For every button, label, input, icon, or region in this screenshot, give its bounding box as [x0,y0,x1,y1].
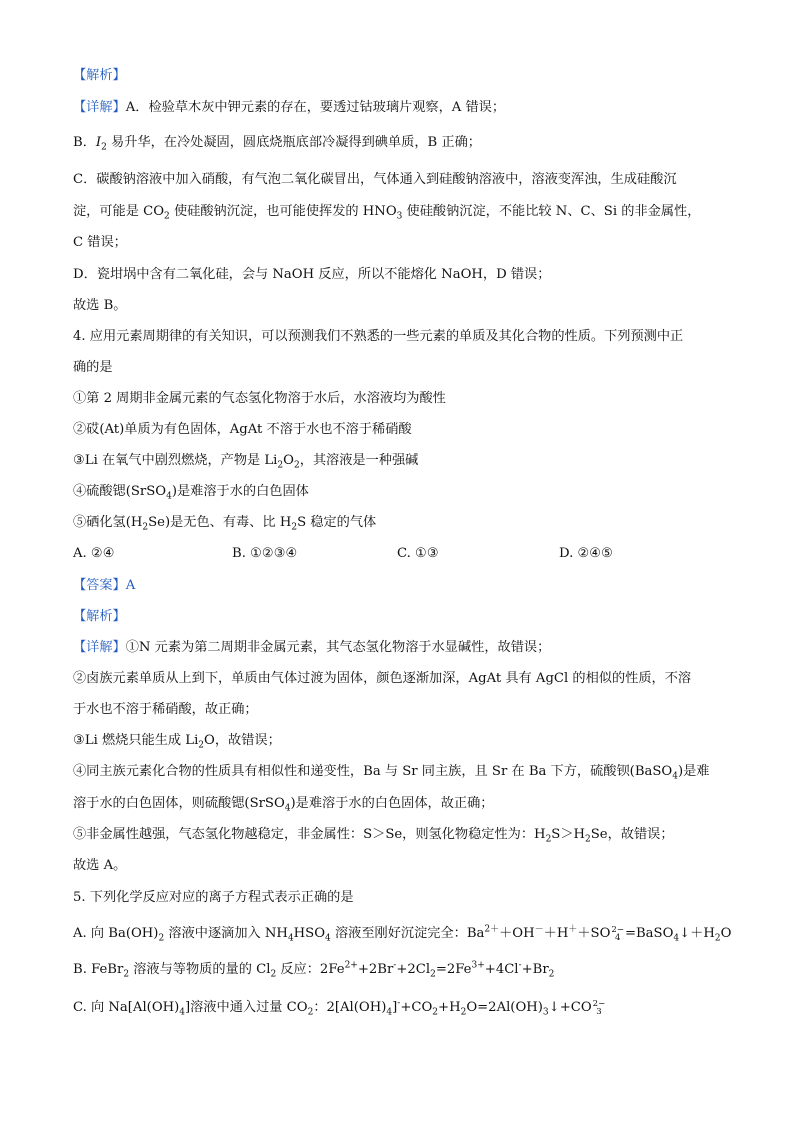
q4-statement-1: ①第 2 周期非金属元素的气态氢化物溶于水后，水溶液均为酸性 [73,391,446,406]
q4-detail-4: ③Li 燃烧只能生成 $Li_2O$，故错误； [73,733,281,751]
analysis-tag: 【解析】 [73,68,126,83]
q4-detail-5: ④同主族元素化合物的性质具有相似性和递变性，Ba 与 Sr 同主族，且 Sr 在 Ba 下方，硫酸钡(BaSO$_4$)是难 [73,764,710,782]
sulfate-charge: 2− 4 [611,924,624,943]
detail-line-c2: 淀，可能是 $CO_2$ 使硅酸钠沉淀，也可能使挥发的 $HNO_3$ 使硅酸钠沉淀，不能比较 N、C、Si 的非金属性， [73,204,701,222]
q5-stem: 5. 下列化学反应对应的离子方程式表示正确的是 [73,890,354,905]
q4-option-b: B. ①②③④ [232,546,298,561]
detail-line-a: 【详解】A．检验草木灰中钾元素的存在，要透过钴玻璃片观察，A 错误； [73,100,506,115]
q4-stem-2: 确的是 [73,360,113,375]
q4-detail-6: 溶于水的白色固体，则硫酸锶(SrSO$_4$)是难溶于水的白色固体，故正确； [73,796,494,814]
detail-line-d: D．瓷坩埚中含有二氧化硅，会与 NaOH 反应，所以不能熔化 NaOH，D 错误； [73,267,551,282]
q5-option-a: A. 向 $Ba(OH)_2$ 溶液中逐滴加入 $NH_4HSO_4$ 溶液至刚好沉淀完全：$Ba^{2+}+OH^-+H^++SO$ 2− 4 $=BaSO_4↓+H_2O$ [73,924,732,944]
detail-line-b: B．$I_2$ 易升华，在冷处凝固，圆底烧瓶底部冷凝得到碘单质，B 正确； [73,135,481,153]
q4-detail-7: ⑤非金属性越强，气态氢化物越稳定，非金属性：S＞Se，则氢化物稳定性为：$H_2S>H_2Se$，故错误； [73,827,674,845]
conclusion: 故选 B。 [73,298,127,313]
conclusion-2: 故选 A。 [73,858,127,873]
q4-detail-2: ②卤族元素单质从上到下，单质由气体过渡为固体，颜色逐渐加深，AgAt 具有 AgCl 的相似的性质，不溶 [73,671,692,686]
analysis-tag-2: 【解析】 [73,609,126,624]
q4-option-c: C. ①③ [397,546,439,561]
q4-statement-3: ③Li 在氧气中剧烈燃烧，产物是 $Li_2O_2$，其溶液是一种强碱 [73,453,419,471]
q5-option-c: C. 向 $Na[Al(OH)_4]$溶液中通入过量 $CO_2$：$2[Al(OH)_4]^-+CO_2+H_2O=2Al(OH)_3↓+CO$ 2− 3 [73,998,606,1018]
q4-statement-5: ⑤硒化氢$(H_2Se)$是无色、有毒、比 $H_2S$ 稳定的气体 [73,515,377,533]
q4-option-d: D. ②④⑤ [559,546,613,561]
q4-statement-2: ②砹(At)单质为有色固体，AgAt 不溶于水也不溶于稀硝酸 [73,422,412,437]
detail-line-c1: C．碳酸钠溶液中加入硝酸，有气泡二氧化碳冒出，气体通入到硅酸钠溶液中，溶液变浑浊，生成硅酸沉 [73,172,677,187]
answer: 【答案】A [73,578,136,593]
q4-detail-3: 于水也不溶于稀硝酸，故正确； [73,702,258,717]
q4-option-a: A. ②④ [73,546,115,561]
q4-stem-1: 4. 应用元素周期律的有关知识，可以预测我们不熟悉的一些元素的单质及其化合物的性质。下列预测中正 [73,329,684,344]
q5-option-b: B. FeBr$_2$ 溶液与等物质的量的 $Cl_2$ 反应：$2Fe^{2+}+2Br^-+2Cl_2=2Fe^{3+}+4Cl^-+Br_2$ [73,960,555,980]
detail-tag: 【详解】 [73,100,126,115]
carbonate-charge: 2− 3 [592,998,606,1017]
detail-line-c3: C 错误； [73,235,127,250]
q4-statement-4: ④硫酸锶(SrSO$_4$)是难溶于水的白色固体 [73,484,309,502]
detail-tag-2: 【详解】 [73,640,126,655]
q4-detail-1: 【详解】①N 元素为第二周期非金属元素，其气态氢化物溶于水显碱性，故错误； [73,640,551,655]
